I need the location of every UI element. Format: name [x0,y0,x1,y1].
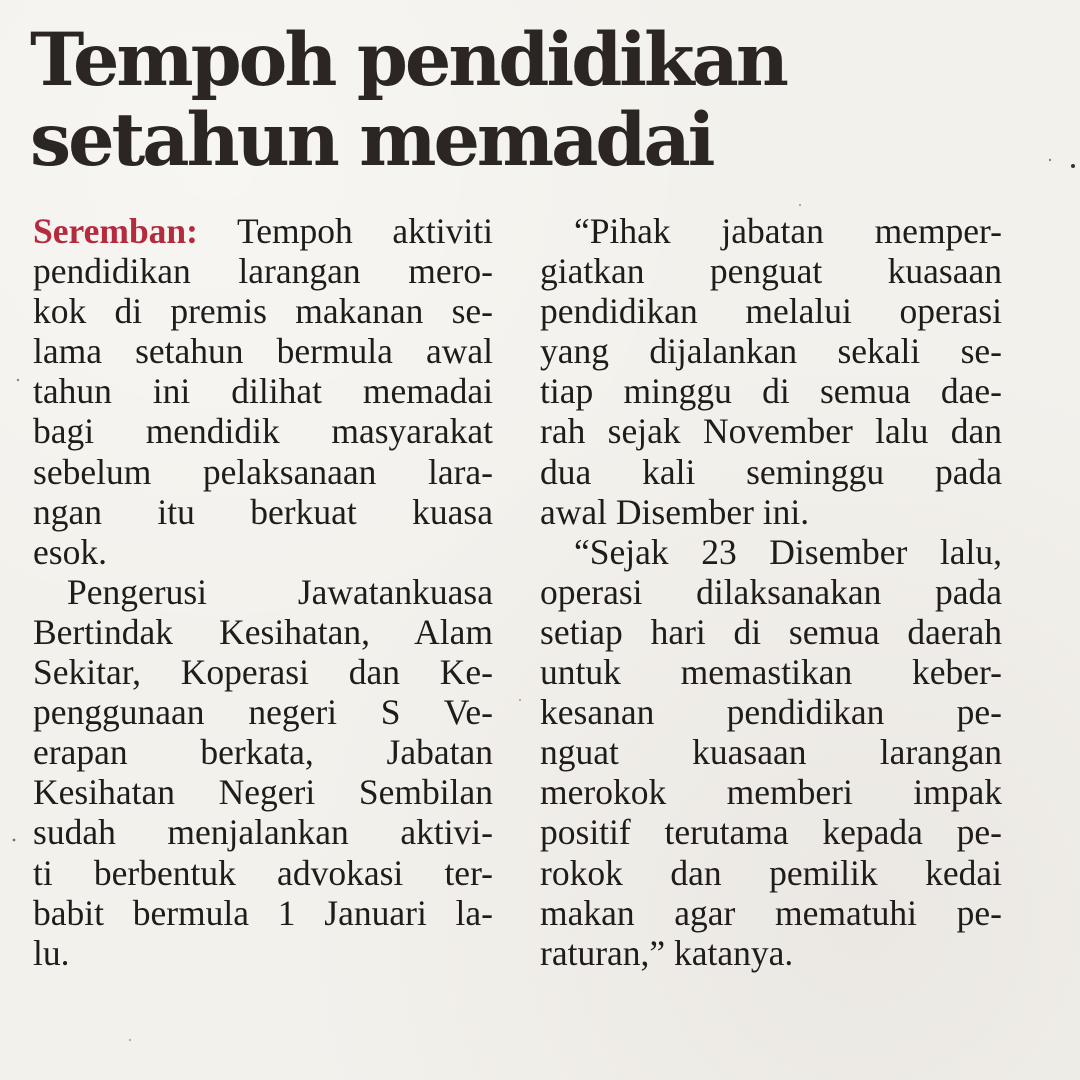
paper-speck [519,699,521,701]
article-column-right [540,211,1002,973]
text-line: bagi mendidik masyarakat [33,411,493,452]
headline-line: Tempoh pendidikan [30,17,786,103]
headline [30,17,1030,183]
paper-speck [13,839,16,842]
text-line: positif terutama kepada pe- [540,812,1002,853]
text-line: “Sejak 23 Disember lalu, [574,531,1002,572]
paper-speck [129,1039,131,1041]
text-line: giatkan penguat kuasaan [540,251,1002,292]
text-line: merokok memberi impak [540,772,1002,813]
text-line: pendidikan melalui operasi [540,291,1002,332]
text-line: kesanan pendidikan pe- [540,692,1002,733]
text-line: “Pihak jabatan memper- [574,211,1002,251]
text-line: lama setahun bermula awal [33,331,493,372]
text-line: babit bermula 1 Januari la- [33,892,493,933]
paper-speck [17,379,19,381]
paragraph [540,211,1002,532]
text-line: sebelum pelaksanaan lara- [33,451,493,492]
paragraph [33,211,493,572]
paper-speck [1049,159,1051,161]
text-line: sudah menjalankan aktivi- [33,812,493,853]
headline-line: setahun memadai [30,97,713,183]
text-line: penggunaan negeri S Ve- [33,692,493,733]
text-line: raturan,” katanya. [540,932,794,973]
text-line: pendidikan larangan mero- [33,251,493,292]
text-line: Sekitar, Koperasi dan Ke- [33,652,493,693]
text-line: tiap minggu di semua dae- [540,371,1002,412]
text-line: tahun ini dilihat memadai [33,371,493,412]
text-line: kok di premis makanan se- [33,291,493,332]
text-line: makan agar mematuhi pe- [540,892,1002,933]
text-line: Kesihatan Negeri Sembilan [33,772,493,813]
text-line: rah sejak November lalu dan [540,411,1002,452]
text-line: untuk memastikan keber- [540,652,1002,693]
dateline: Seremban: [33,211,199,251]
paper-speck [799,204,801,206]
text-line: nguat kuasaan larangan [540,732,1002,773]
text-line: esok. [33,531,107,572]
text-line: rokok dan pemilik kedai [540,852,1002,893]
text-line: awal Disember ini. [540,491,810,532]
text-line: Pengerusi Jawatankuasa [67,571,493,612]
article-column-left [33,211,493,973]
text-line: yang dijalankan sekali se- [540,331,1002,372]
text-line: dua kali seminggu pada [540,451,1002,492]
text-line: Bertindak Kesihatan, Alam [33,611,493,652]
paragraph [33,572,493,973]
text-line [33,211,493,251]
text-line: setiap hari di semua daerah [540,611,1002,652]
text-line: ngan itu berkuat kuasa [33,491,493,532]
text-line: erapan berkata, Jabatan [33,732,493,773]
paper-speck [1071,164,1075,168]
paragraph [540,532,1002,973]
text-line: ti berbentuk advokasi ter- [33,852,493,893]
text-line: operasi dilaksanakan pada [540,571,1002,612]
text-line: lu. [33,932,70,973]
text-run: Tempoh aktiviti [198,211,493,251]
